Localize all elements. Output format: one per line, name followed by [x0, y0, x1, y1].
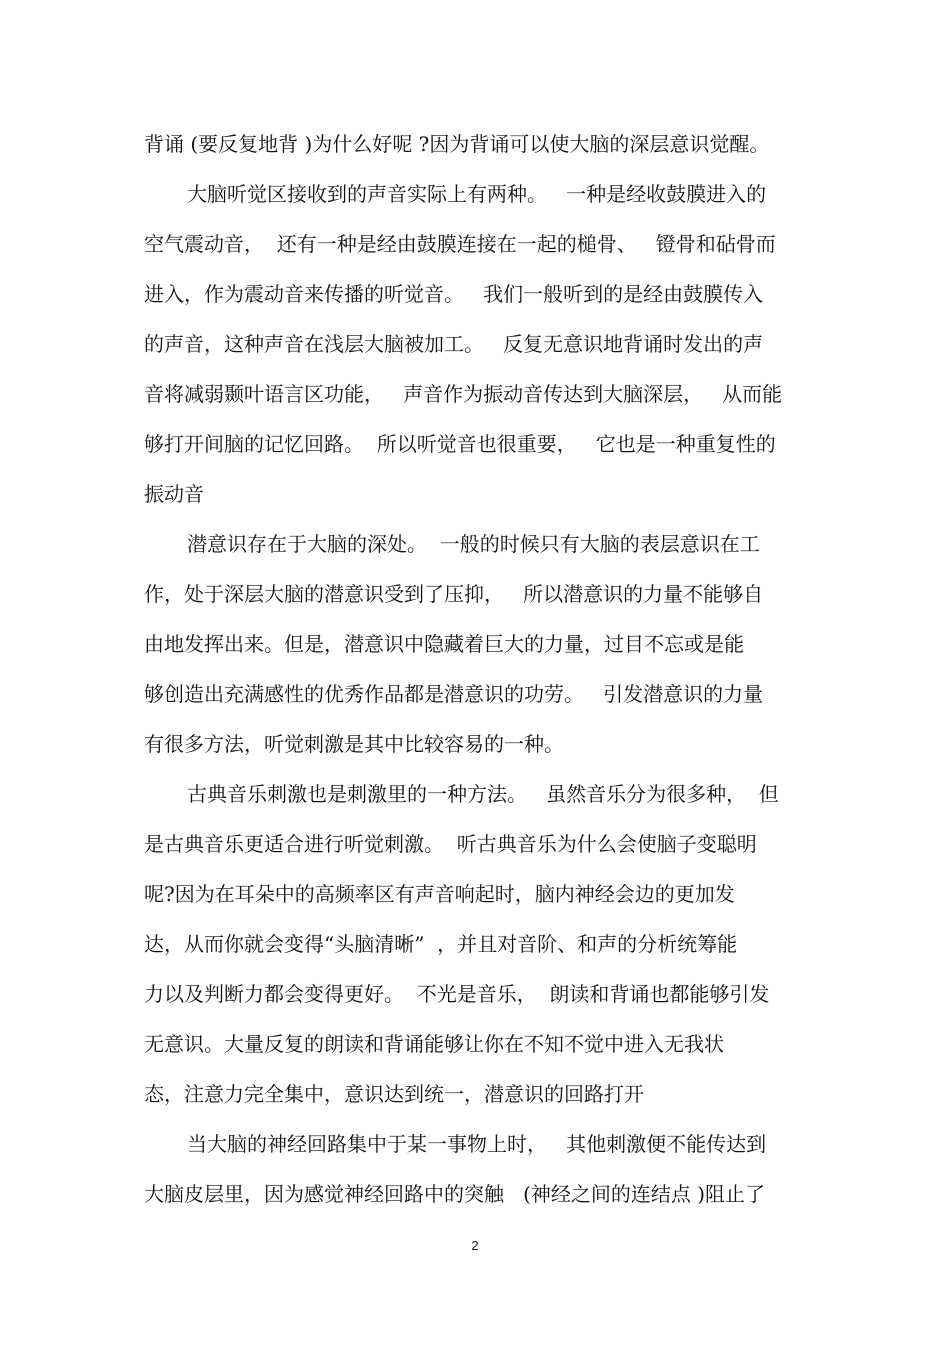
text-line-8: 振动音 — [144, 482, 204, 506]
text-line-4: 进入，作为震动音来传播的听觉音。 我们一般听到的是经由鼓膜传入 — [144, 282, 764, 306]
text-line-15: 是古典音乐更适合进行听觉刺激。 听古典音乐为什么会使脑子变聪明 — [144, 832, 757, 856]
text-line-14: 古典音乐刺激也是刺激里的一种方法。 虽然音乐分为很多种， 但 — [187, 782, 779, 806]
text-line-3: 空气震动音， 还有一种是经由鼓膜连接在一起的槌骨、 镫骨和砧骨而 — [144, 232, 776, 256]
text-line-11: 由地发挥出来。但是，潜意识中隐藏着巨大的力量，过目不忘或是能 — [144, 632, 744, 656]
text-line-19: 无意识。大量反复的朗读和背诵能够让你在不知不觉中进入无我状 — [144, 1032, 724, 1056]
text-line-10: 作，处于深层大脑的潜意识受到了压抑， 所以潜意识的力量不能够自 — [144, 582, 764, 606]
text-line-2: 大脑听觉区接收到的声音实际上有两种。 一种是经收鼓膜进入的 — [187, 182, 767, 206]
text-line-21: 当大脑的神经回路集中于某一事物上时， 其他刺激便不能传达到 — [187, 1132, 767, 1156]
text-line-17: 达，从而你就会变得“头脑清晰” ，并且对音阶、和声的分析统筹能 — [144, 932, 738, 956]
text-line-18: 力以及判断力都会变得更好。 不光是音乐， 朗读和背诵也都能够引发 — [144, 982, 770, 1006]
text-line-9: 潜意识存在于大脑的深处。 一般的时候只有大脑的表层意识在工 — [187, 532, 760, 556]
text-line-7: 够打开间脑的记忆回路。 所以听觉音也很重要， 它也是一种重复性的 — [144, 432, 776, 456]
text-line-20: 态，注意力完全集中，意识达到统一，潜意识的回路打开 — [144, 1082, 644, 1106]
text-line-13: 有很多方法，听觉刺激是其中比较容易的一种。 — [144, 732, 564, 756]
text-line-5: 的声音，这种声音在浅层大脑被加工。 反复无意识地背诵时发出的声 — [144, 332, 764, 356]
text-line-1: 背诵 (要反复地背 )为什么好呢 ?因为背诵可以使大脑的深层意识觉醒。 — [144, 132, 770, 156]
text-line-22: 大脑皮层里，因为感觉神经回路中的突触 (神经之间的连结点 )阻止了 — [144, 1182, 766, 1206]
text-line-12: 够创造出充满感性的优秀作品都是潜意识的功劳。 引发潜意识的力量 — [144, 682, 764, 706]
text-line-16: 呢?因为在耳朵中的高频率区有声音响起时，脑内神经会边的更加发 — [144, 882, 735, 906]
page-number: 2 — [471, 1238, 479, 1253]
text-line-6: 音将减弱颞叶语言区功能， 声音作为振动音传达到大脑深层， 从而能 — [144, 382, 783, 406]
